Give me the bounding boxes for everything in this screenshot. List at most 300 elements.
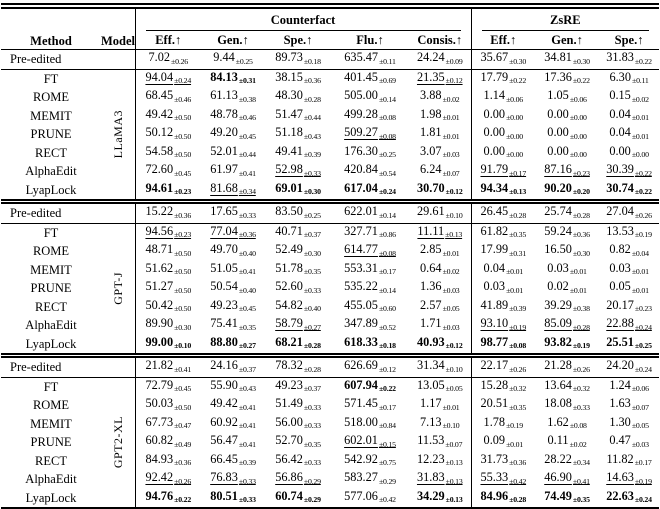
metric-value: $24.20_{\pm 0.24}$ xyxy=(606,358,652,374)
metric-value: $0.00_{\pm 0.00}$ xyxy=(483,143,524,159)
metric-cell xyxy=(135,396,201,415)
metric-value: $48.30_{\pm 0.28}$ xyxy=(275,88,321,104)
metric-value: $602.01_{\pm 0.15}$ xyxy=(344,433,396,449)
metric-cell xyxy=(331,162,409,181)
method-row xyxy=(1,316,659,335)
metric-cell xyxy=(599,125,659,144)
zsre-group-label: ZsRE xyxy=(550,13,581,27)
metric-cell xyxy=(471,223,535,242)
metric-cell xyxy=(409,162,471,181)
metric-value: $50.42_{\pm 0.50}$ xyxy=(145,297,192,313)
method-name: LyapLock xyxy=(25,182,77,197)
metric-cell xyxy=(265,298,331,317)
metric-cell xyxy=(201,489,265,509)
metric-cell xyxy=(471,69,535,88)
metric-cell xyxy=(135,88,201,107)
metric-cell xyxy=(535,377,599,396)
metric-value: $22.88_{\pm 0.24}$ xyxy=(606,316,652,332)
stderr-value: ±0.29 xyxy=(378,476,396,486)
method-row xyxy=(1,377,659,396)
metric-value: $34.81_{\pm 0.30}$ xyxy=(544,50,590,66)
stderr-value: ±0.07 xyxy=(445,439,463,449)
metric-cell xyxy=(331,261,409,280)
metric-value: $55.33_{\pm 0.42}$ xyxy=(480,470,527,486)
stderr-value: ±0.30 xyxy=(303,248,321,258)
metric-value: $83.50_{\pm 0.25}$ xyxy=(275,204,321,220)
stderr-value: ±0.33 xyxy=(238,495,256,504)
metric-cell xyxy=(201,162,265,181)
metric-value: $90.20_{\pm 0.20}$ xyxy=(544,180,590,196)
stderr-value: ±0.17 xyxy=(378,267,396,276)
method-row xyxy=(1,242,659,261)
stderr-value: ±0.26 xyxy=(509,364,527,374)
metric-value: $35.67_{\pm 0.30}$ xyxy=(480,50,527,66)
method-name: LyapLock xyxy=(25,336,77,351)
metric-value: $1.24_{\pm 0.06}$ xyxy=(609,377,649,393)
stderr-value: ±0.33 xyxy=(303,458,321,467)
metric-cell xyxy=(599,489,659,509)
metric-value: $2.57_{\pm 0.05}$ xyxy=(420,297,460,313)
metric-value: $61.97_{\pm 0.41}$ xyxy=(210,162,256,178)
stderr-value: ±0.41 xyxy=(238,421,256,430)
metric-cell xyxy=(201,433,265,452)
metric-value: $87.16_{\pm 0.23}$ xyxy=(544,162,590,178)
metric-value: $55.90_{\pm 0.43}$ xyxy=(210,377,256,393)
metric-cell xyxy=(201,396,265,415)
metric-value: $0.00_{\pm 0.00}$ xyxy=(483,106,524,122)
metric-value: $60.92_{\pm 0.41}$ xyxy=(210,414,256,430)
method-name: AlphaEdit xyxy=(25,472,77,487)
stderr-value: ±0.23 xyxy=(572,168,590,178)
stderr-value: ±0.25 xyxy=(235,56,253,66)
zsre-group-header xyxy=(471,6,659,31)
metric-cell xyxy=(409,144,471,163)
stderr-value: ±0.06 xyxy=(631,384,649,393)
stderr-value: ±0.17 xyxy=(378,402,396,412)
metric-value: $52.01_{\pm 0.44}$ xyxy=(210,143,256,159)
metric-cell xyxy=(535,356,599,378)
stderr-value: ±0.86 xyxy=(378,230,396,239)
metric-cell xyxy=(409,50,471,70)
metric-value: $52.98_{\pm 0.33}$ xyxy=(275,162,321,178)
stderr-value: ±0.12 xyxy=(378,364,396,374)
stderr-value: ±0.01 xyxy=(442,248,460,258)
metric-value: $99.00_{\pm 0.10}$ xyxy=(145,334,192,350)
stderr-value: ±0.37 xyxy=(303,384,321,393)
metric-value: $401.45_{\pm 0.69}$ xyxy=(344,69,396,85)
metric-cell xyxy=(471,162,535,181)
stderr-value: ±0.35 xyxy=(509,230,527,239)
metric-value: $21.28_{\pm 0.26}$ xyxy=(544,358,590,374)
metric-cell xyxy=(409,470,471,489)
metric-value: $20.51_{\pm 0.35}$ xyxy=(480,396,527,412)
stderr-value: ±0.02 xyxy=(442,267,460,276)
metric-cell xyxy=(599,433,659,452)
metric-value: $535.22_{\pm 0.14}$ xyxy=(344,279,396,295)
stderr-value: ±0.02 xyxy=(569,439,587,449)
metric-value: $22.63_{\pm 0.24}$ xyxy=(606,488,652,504)
metric-value: $327.71_{\pm 0.86}$ xyxy=(344,223,396,239)
metric-cell xyxy=(135,125,201,144)
metric-value: $7.02_{\pm 0.26}$ xyxy=(148,50,188,66)
metric-value: $56.00_{\pm 0.33}$ xyxy=(275,414,321,430)
metric-cell xyxy=(265,107,331,126)
metric-cell xyxy=(535,162,599,181)
stderr-value: ±0.20 xyxy=(572,187,590,196)
pre-edited-row xyxy=(1,202,659,224)
metric-cell xyxy=(535,50,599,70)
stderr-value: ±0.05 xyxy=(445,384,463,393)
stderr-value: ±0.36 xyxy=(572,230,590,239)
metric-cell xyxy=(331,415,409,434)
metric-value: $14.63_{\pm 0.19}$ xyxy=(606,470,652,486)
metric-value: $626.69_{\pm 0.12}$ xyxy=(344,358,396,374)
metric-value: $614.77_{\pm 0.08}$ xyxy=(344,242,396,258)
stderr-value: ±0.00 xyxy=(569,113,587,122)
metric-value: $13.05_{\pm 0.05}$ xyxy=(416,377,463,393)
metric-value: $49.20_{\pm 0.45}$ xyxy=(210,125,256,141)
cf-consis-header: Consis.↑ xyxy=(409,31,471,50)
metric-value: $9.44_{\pm 0.25}$ xyxy=(213,50,253,66)
metric-value: $509.27_{\pm 0.08}$ xyxy=(344,125,396,141)
metric-value: $92.42_{\pm 0.26}$ xyxy=(145,470,192,486)
metric-value: $1.36_{\pm 0.03}$ xyxy=(420,279,460,295)
metric-cell xyxy=(265,144,331,163)
stderr-value: ±0.10 xyxy=(445,210,463,220)
method-name: ROME xyxy=(32,398,70,413)
stderr-value: ±0.45 xyxy=(174,384,192,393)
metric-value: $420.84_{\pm 0.54}$ xyxy=(344,162,396,178)
metric-value: $60.82_{\pm 0.49}$ xyxy=(145,433,192,449)
metric-cell xyxy=(535,470,599,489)
stderr-value: ±0.30 xyxy=(509,56,527,66)
metric-cell xyxy=(135,377,201,396)
metric-cell xyxy=(265,181,331,202)
metric-value: $11.53_{\pm 0.07}$ xyxy=(417,433,463,449)
metric-value: $54.58_{\pm 0.50}$ xyxy=(145,143,192,159)
stderr-value: ±0.23 xyxy=(634,304,652,313)
stderr-value: ±0.84 xyxy=(378,421,396,430)
metric-value: $68.45_{\pm 0.46}$ xyxy=(145,88,192,104)
stderr-value: ±0.28 xyxy=(303,94,321,104)
metric-cell xyxy=(201,470,265,489)
stderr-value: ±0.44 xyxy=(238,150,256,159)
metric-cell xyxy=(135,144,201,163)
metric-value: $31.83_{\pm 0.22}$ xyxy=(606,50,652,66)
group-header-row xyxy=(1,6,659,31)
metric-cell xyxy=(409,181,471,202)
stderr-value: ±0.01 xyxy=(442,131,460,141)
stderr-value: ±0.46 xyxy=(238,113,256,122)
stderr-value: ±0.10 xyxy=(442,421,460,430)
metric-cell xyxy=(599,50,659,70)
stderr-value: ±0.30 xyxy=(174,322,192,332)
stderr-value: ±0.43 xyxy=(303,131,321,141)
stderr-value: ±0.54 xyxy=(378,168,396,178)
metric-cell xyxy=(471,202,535,224)
metric-value: $38.15_{\pm 0.36}$ xyxy=(275,69,321,85)
stderr-value: ±0.22 xyxy=(378,384,396,393)
metric-value: $347.89_{\pm 0.52}$ xyxy=(344,316,396,332)
metric-value: $51.27_{\pm 0.50}$ xyxy=(145,279,192,295)
metric-cell xyxy=(471,316,535,335)
metric-cell xyxy=(201,452,265,471)
metric-cell xyxy=(201,356,265,378)
stderr-value: ±0.39 xyxy=(303,150,321,159)
stderr-value: ±0.03 xyxy=(442,150,460,159)
metric-value: $0.02_{\pm 0.01}$ xyxy=(547,279,587,295)
metric-value: $61.13_{\pm 0.38}$ xyxy=(210,88,256,104)
metric-value: $81.68_{\pm 0.34}$ xyxy=(210,180,256,196)
metric-cell xyxy=(265,223,331,242)
metric-value: $17.79_{\pm 0.22}$ xyxy=(480,69,527,85)
method-row xyxy=(1,470,659,489)
metric-value: $1.63_{\pm 0.07}$ xyxy=(609,396,649,412)
stderr-value: ±0.06 xyxy=(506,94,524,104)
metric-cell xyxy=(331,279,409,298)
metric-cell xyxy=(201,279,265,298)
metric-value: $30.70_{\pm 0.12}$ xyxy=(416,180,463,196)
stderr-value: ±0.50 xyxy=(174,150,192,159)
stderr-value: ±0.33 xyxy=(303,421,321,430)
method-row xyxy=(1,144,659,163)
stderr-value: ±0.50 xyxy=(174,113,192,122)
metric-value: $84.13_{\pm 0.31}$ xyxy=(210,69,256,85)
metric-value: $0.00_{\pm 0.00}$ xyxy=(547,125,587,141)
metric-cell xyxy=(599,181,659,202)
metric-cell xyxy=(409,377,471,396)
metric-value: $0.15_{\pm 0.02}$ xyxy=(609,88,649,104)
stderr-value: ±0.08 xyxy=(569,421,587,430)
metric-cell xyxy=(331,316,409,335)
method-column-header: Method xyxy=(1,6,101,50)
metric-cell xyxy=(265,415,331,434)
metric-cell xyxy=(471,396,535,415)
metric-cell xyxy=(409,223,471,242)
metric-value: $54.82_{\pm 0.40}$ xyxy=(275,297,321,313)
metric-cell xyxy=(471,242,535,261)
metric-cell xyxy=(535,452,599,471)
model-label xyxy=(101,377,135,508)
stderr-value: ±0.17 xyxy=(634,458,652,467)
stderr-value: ±0.36 xyxy=(303,76,321,85)
metric-value: $3.88_{\pm 0.02}$ xyxy=(420,88,460,104)
method-name: RECT xyxy=(35,299,67,314)
metric-cell xyxy=(471,181,535,202)
stderr-value: ±0.24 xyxy=(634,495,652,504)
stderr-value: ±0.24 xyxy=(634,364,652,374)
metric-cell xyxy=(331,298,409,317)
metric-cell xyxy=(599,377,659,396)
stderr-value: ±0.28 xyxy=(303,341,321,350)
metric-value: $622.01_{\pm 0.14}$ xyxy=(344,204,396,220)
stderr-value: ±0.00 xyxy=(506,113,524,122)
stderr-value: ±0.36 xyxy=(509,458,527,467)
metric-cell xyxy=(265,377,331,396)
metric-cell xyxy=(135,298,201,317)
metric-cell xyxy=(535,415,599,434)
stderr-value: ±0.60 xyxy=(378,304,396,313)
cf-eff-header: Eff.↑ xyxy=(135,31,201,50)
metric-cell xyxy=(599,202,659,224)
metric-cell xyxy=(135,452,201,471)
metric-cell xyxy=(599,298,659,317)
metric-cell xyxy=(471,261,535,280)
metric-value: $48.71_{\pm 0.50}$ xyxy=(145,242,192,258)
stderr-value: ±0.15 xyxy=(378,439,396,449)
pre-edited-row xyxy=(1,50,659,70)
metric-cell xyxy=(135,279,201,298)
metric-value: $93.10_{\pm 0.19}$ xyxy=(480,316,527,332)
method-name: PRUNE xyxy=(30,127,72,142)
metric-cell xyxy=(471,433,535,452)
stderr-value: ±0.07 xyxy=(442,168,460,178)
metric-cell xyxy=(265,356,331,378)
metric-value: $34.29_{\pm 0.13}$ xyxy=(416,488,463,504)
stderr-value: ±0.07 xyxy=(631,402,649,412)
stderr-value: ±0.41 xyxy=(238,439,256,449)
stderr-value: ±0.00 xyxy=(569,150,587,159)
stderr-value: ±0.14 xyxy=(378,210,396,220)
stderr-value: ±0.24 xyxy=(378,187,396,196)
metric-value: $49.42_{\pm 0.41}$ xyxy=(210,396,256,412)
metric-value: $28.22_{\pm 0.34}$ xyxy=(544,451,590,467)
metric-value: $1.62_{\pm 0.08}$ xyxy=(547,414,587,430)
stderr-value: ±0.25 xyxy=(634,341,652,350)
metric-value: $41.89_{\pm 0.39}$ xyxy=(480,297,527,313)
stderr-value: ±0.01 xyxy=(506,439,524,449)
metric-cell xyxy=(471,144,535,163)
metric-value: $0.47_{\pm 0.03}$ xyxy=(609,433,649,449)
metric-value: $72.60_{\pm 0.45}$ xyxy=(145,162,192,178)
metric-value: $13.64_{\pm 0.32}$ xyxy=(544,377,590,393)
metric-cell xyxy=(409,335,471,356)
stderr-value: ±0.69 xyxy=(378,76,396,85)
metric-cell xyxy=(135,69,201,88)
metric-value: $22.17_{\pm 0.26}$ xyxy=(480,358,527,374)
method-name: MEMIT xyxy=(30,108,72,123)
metric-value: $0.04_{\pm 0.01}$ xyxy=(483,260,524,276)
method-name: ROME xyxy=(32,244,70,259)
stderr-value: ±0.37 xyxy=(303,230,321,239)
metric-value: $51.47_{\pm 0.44}$ xyxy=(275,106,321,122)
metric-value: $27.04_{\pm 0.26}$ xyxy=(606,204,652,220)
metric-cell xyxy=(409,396,471,415)
stderr-value: ±0.02 xyxy=(442,94,460,104)
metric-value: $518.00_{\pm 0.84}$ xyxy=(344,414,396,430)
metric-cell xyxy=(599,316,659,335)
metric-value: $46.90_{\pm 0.41}$ xyxy=(544,470,590,486)
metric-cell xyxy=(135,50,201,70)
stderr-value: ±0.22 xyxy=(572,76,590,85)
stderr-value: ±0.33 xyxy=(238,210,256,220)
metric-cell xyxy=(409,242,471,261)
method-row xyxy=(1,335,659,356)
stderr-value: ±0.17 xyxy=(509,168,527,178)
metric-cell xyxy=(201,125,265,144)
stderr-value: ±0.34 xyxy=(572,458,590,467)
stderr-value: ±0.02 xyxy=(631,94,649,104)
zsre-spe-header: Spe.↑ xyxy=(599,31,659,50)
metric-cell xyxy=(409,415,471,434)
metric-cell xyxy=(135,261,201,280)
model-label-rotated: LLaMA3 xyxy=(110,110,125,159)
metric-cell xyxy=(201,298,265,317)
stderr-value: ±0.13 xyxy=(445,458,463,467)
metric-cell xyxy=(471,298,535,317)
stderr-value: ±0.26 xyxy=(634,210,652,220)
metric-cell xyxy=(599,279,659,298)
metric-cell xyxy=(201,316,265,335)
metric-cell xyxy=(409,125,471,144)
metric-cell xyxy=(599,223,659,242)
method-row xyxy=(1,396,659,415)
metric-cell xyxy=(331,377,409,396)
stderr-value: ±0.35 xyxy=(238,322,256,332)
stderr-value: ±0.19 xyxy=(634,476,652,486)
stderr-value: ±0.32 xyxy=(509,384,527,393)
metric-value: $17.99_{\pm 0.31}$ xyxy=(480,242,527,258)
stderr-value: ±0.42 xyxy=(378,495,396,504)
method-name: FT xyxy=(43,379,59,394)
metric-cell xyxy=(201,202,265,224)
metric-value: $0.03_{\pm 0.01}$ xyxy=(483,279,524,295)
stderr-value: ±0.27 xyxy=(238,341,256,350)
table-header xyxy=(1,6,659,50)
pre-edited-row xyxy=(1,356,659,378)
stderr-value: ±0.06 xyxy=(569,94,587,104)
metric-value: $51.05_{\pm 0.41}$ xyxy=(210,260,256,276)
method-row xyxy=(1,261,659,280)
metric-cell xyxy=(331,69,409,88)
method-row xyxy=(1,162,659,181)
metric-cell xyxy=(471,415,535,434)
metric-value: $51.62_{\pm 0.50}$ xyxy=(145,260,192,276)
stderr-value: ±0.01 xyxy=(569,267,587,276)
metric-value: $75.41_{\pm 0.35}$ xyxy=(210,316,256,332)
metric-cell xyxy=(331,242,409,261)
metric-value: $68.21_{\pm 0.28}$ xyxy=(275,334,321,350)
metric-value: $25.74_{\pm 0.28}$ xyxy=(544,204,590,220)
metric-value: $40.93_{\pm 0.12}$ xyxy=(416,334,463,350)
stderr-value: ±0.01 xyxy=(631,113,649,122)
method-name: MEMIT xyxy=(30,416,72,431)
metric-cell xyxy=(331,489,409,509)
stderr-value: ±0.39 xyxy=(238,458,256,467)
stderr-value: ±0.13 xyxy=(445,230,463,239)
metric-cell xyxy=(599,88,659,107)
metric-cell xyxy=(265,335,331,356)
stderr-value: ±0.30 xyxy=(572,56,590,66)
stderr-value: ±0.14 xyxy=(378,94,396,104)
stderr-value: ±0.10 xyxy=(445,364,463,374)
metric-value: $40.71_{\pm 0.37}$ xyxy=(275,223,321,239)
metric-cell xyxy=(599,415,659,434)
method-name: AlphaEdit xyxy=(25,318,77,333)
metric-value: $98.77_{\pm 0.08}$ xyxy=(480,334,527,350)
metric-value: $499.28_{\pm 0.08}$ xyxy=(344,106,396,122)
stderr-value: ±0.08 xyxy=(378,113,396,122)
metric-value: $607.94_{\pm 0.22}$ xyxy=(344,377,396,393)
metric-value: $17.36_{\pm 0.22}$ xyxy=(544,69,590,85)
stderr-value: ±0.18 xyxy=(378,341,396,350)
model-label-rotated: GPT2-XL xyxy=(110,416,125,469)
metric-value: $635.47_{\pm 0.11}$ xyxy=(344,50,396,66)
metric-value: $1.05_{\pm 0.06}$ xyxy=(547,88,587,104)
method-row xyxy=(1,223,659,242)
method-name: RECT xyxy=(35,145,67,160)
metric-value: $66.45_{\pm 0.39}$ xyxy=(210,451,256,467)
